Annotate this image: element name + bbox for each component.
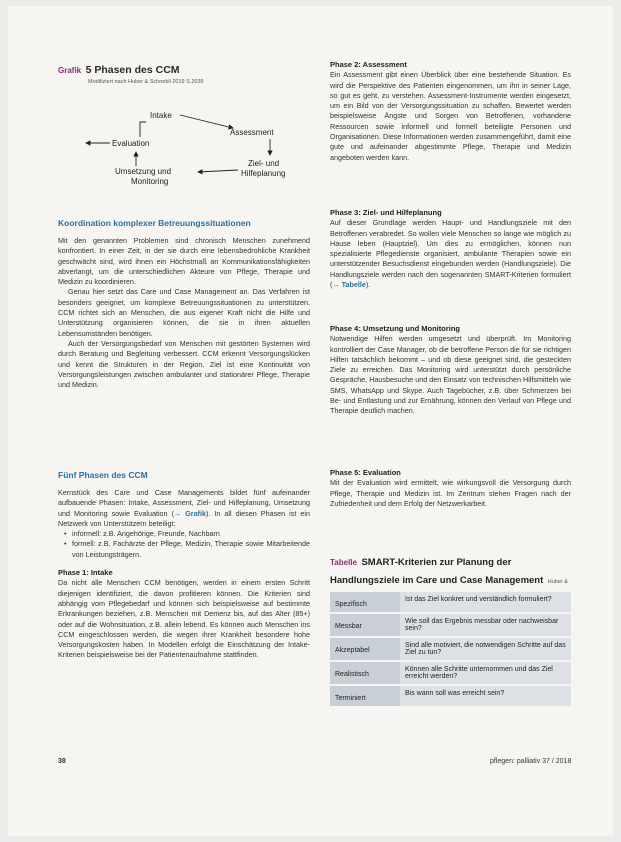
- phase-2-paragraph: Ein Assessment gibt einen Überblick über eine bestehende Situation. Es wird die Perspektive des Patienten eingenommen, um ihn in seiner Lage, so gut es geht, zu verstehen. Assessment-Instrumente werden eingesetzt, um ein Bild von der Versorgungssituation zu schaffen. Bewertet werden beispielsweise Ängste und Sorgen von Betroffenen, vorhandene Ressourcen sowie informell und formell beteiligte Personen und Organisationen. Diese Informationen werden zusammengeführt, damit eine gute und aufeinander abgestimmte Pflege, Therapie und Medizin angeboten werden kann.: [330, 70, 571, 162]
- koordination-paragraph-3: Auch der Versorgungsbedarf von Menschen mit gestörten Systemen wird durch Beratung und Begleitung verbessert. CCM erkennt Versorgungslücken und kennt die Strukturen in der Region. Ziel ist eine Kontinuität von Versorgungsleistungen zwischen ambulanter und stationärer Pflege, Therapie und Medizin.: [58, 338, 310, 390]
- figure-header: [58, 60, 310, 85]
- node-umsetzung-line2: Monitoring: [131, 177, 169, 186]
- table-source: Huber &: [547, 579, 568, 585]
- phase-3-block: [330, 208, 571, 290]
- koordination-text: [58, 236, 310, 390]
- phase-5-block: [330, 468, 571, 509]
- node-intake: Intake: [150, 111, 172, 120]
- figure-source: Modifiziert nach Huber & Schnebli 2019 S.2035: [88, 79, 204, 85]
- table-row: [330, 661, 571, 685]
- node-evaluation: Evaluation: [112, 139, 150, 148]
- criterion-question: Bis wann soll was erreicht sein?: [400, 685, 571, 707]
- heading-fuenf-phasen: Fünf Phasen des CCM: [58, 470, 148, 480]
- heading-phase-2: Phase 2: Assessment: [330, 60, 407, 69]
- heading-phase-1: Phase 1: Intake: [58, 568, 113, 578]
- table-row: [330, 685, 571, 707]
- phase-3-paragraph: Auf dieser Grundlage werden Haupt- und Handlungsziele mit den Betroffenen verabredet. So wollen viele Menschen so lange wie möglich zu Hause leben (Hauptziel). Um dies zu ermöglichen, können nun spezialisierte Pflegedienste organisiert, ambulante Therapien sowie ein unterstützender Besuchsdienst eingebunden werden (Handlungsziele). Die Handlungsziele werden nach den sogenannten SMART-Kriterien formuliert (→ Tabelle).: [330, 218, 571, 290]
- table-row: [330, 592, 571, 613]
- table-title: SMART-Kriterien zur Planung der Handlungsziele im Care und Case Management: [330, 557, 544, 586]
- figure-title: 5 Phasen des CCM: [85, 64, 180, 76]
- koordination-paragraph-1: Mit den genannten Problemen sind chronisch Menschen zunehmend konfrontiert. In einer Zeit, in der sie durch eine lebensbedrohliche Krankheit geschwächt sind, wird ihnen ein Höchstmaß an Kommunikationsfähigkeiten abverlangt, um die unterschiedlichen Akteure von Pflege, Therapie und Medizin zu koordinieren.: [58, 236, 310, 287]
- grafik-link[interactable]: → Grafik: [173, 508, 206, 518]
- phase-4-paragraph: Notwendige Hilfen werden umgesetzt und überprüft. Im Monitoring kontrolliert der Case Manager, ob die betroffene Person die für sie richtigen Hilfen tatsächlich bekommt – und ob diese geeignet sind, die gesteckten Ziele zu erreichen. Das Monitoring wird unterstützt durch persönliche Gespräche, Hausbesuche und den Einsatz von technischen Hilfsmitteln wie SMS, WhatsApp und Skype. Auch Tagebücher, z.B. über Schmerzen bei Be- und Entlastung und zur Ernährung, können den Verlauf von Pflege und Therapie deutlich machen.: [330, 334, 571, 416]
- phase-4-block: [330, 324, 571, 417]
- arrow-evaluation-intake: [140, 122, 146, 137]
- arrow-ziel-umsetzung: [198, 170, 238, 172]
- criterion-name: Terminiert: [330, 685, 400, 707]
- criterion-question: Ist das Ziel konkret und verständlich formuliert?: [400, 592, 571, 613]
- list-item: • formell: z.B. Fachärzte der Pflege, Medizin, Therapie sowie Mitarbeitende von Leistungsträgern.: [66, 539, 310, 560]
- criterion-name: Realistisch: [330, 661, 400, 685]
- heading-koordination: Koordination komplexer Betreuungssituationen: [58, 218, 251, 228]
- criterion-question: Können alle Schritte unternommen und das Ziel erreicht werden?: [400, 661, 571, 685]
- node-umsetzung-line1: Umsetzung und: [115, 167, 172, 176]
- heading-phase-5: Phase 5: Evaluation: [330, 468, 401, 477]
- publication-footer: pflegen: palliativ 37 / 2018: [490, 758, 572, 765]
- phase-1-paragraph: Da nicht alle Menschen CCM benötigen, werden in einem ersten Schritt diejenigen identifiziert, die davon profitieren können. Die Kriterien sind abhängig vom Pflegebedarf und können sich beispielsweise auf bestimmte Erkrankungen beziehen, z.B. Menschen mit Demenz bis, auf das Alter (85+) oder auf die Wohnsituation, z.B. allein lebend. Es können auch Menschen ins CCM eingeschlossen werden, die wegen ihrer Krankheit besondere hohe Versorgungskosten haben. In Modellen erfolgt die Einschätzung der Intake-Kriterien beispielsweise bei der Patientenaufnahme stattfinden.: [58, 578, 310, 660]
- figure-label: Grafik: [58, 66, 82, 75]
- heading-phase-3: Phase 3: Ziel- und Hilfeplanung: [330, 208, 442, 217]
- table-label: Tabelle: [330, 558, 357, 567]
- criterion-question: Wie soll das Ergebnis messbar oder nachweisbar sein?: [400, 613, 571, 637]
- smart-criteria-table: [330, 592, 571, 708]
- network-list: [58, 529, 310, 560]
- tabelle-link[interactable]: → Tabelle: [332, 280, 366, 290]
- phase-2-block: [330, 60, 571, 163]
- criterion-name: Akzeptabel: [330, 637, 400, 661]
- criterion-name: Spezifisch: [330, 592, 400, 613]
- criterion-question: Sind alle motiviert, die notwendigen Schritte auf das Ziel zu tun?: [400, 637, 571, 661]
- criterion-name: Messbar: [330, 613, 400, 637]
- node-ziel-line1: Ziel- und: [248, 159, 280, 168]
- heading-phase-4: Phase 4: Umsetzung und Monitoring: [330, 324, 461, 333]
- list-item: • informell: z.B. Angehörige, Freunde, Nachbarn: [66, 529, 310, 539]
- table-row: [330, 637, 571, 661]
- arrow-intake-assessment: [180, 115, 233, 128]
- table-row: [330, 613, 571, 637]
- node-ziel-line2: Hilfeplanung: [241, 169, 286, 178]
- page-number: 38: [58, 758, 66, 765]
- node-assessment: Assessment: [230, 128, 274, 137]
- fuenf-phasen-text: [58, 488, 310, 661]
- phase-5-paragraph: Mit der Evaluation wird ermittelt, wie wirkungsvoll die Versorgung durch Pflege, Therapie und Medizin ist. Im Zentrum stehen Fragen nach der Zufriedenheit und dem Erfolg der Netzwerkarbeit.: [330, 478, 571, 508]
- koordination-paragraph-2: Genau hier setzt das Care und Case Management an. Das Verfahren ist besonders geeignet, um komplexe Betreuungssituationen zu unterstützen. CCM richtet sich an Menschen, die aus eigener Kraft nicht die Hilfe und Unterstützung organisieren können, die sie in ihren aktuellen Lebensumständen benötigen.: [58, 287, 310, 338]
- phases-cycle-diagram: [58, 100, 310, 200]
- fuenf-phasen-paragraph: Kernstück des Care und Case Managements bildet fünf aufeinander aufbauende Phasen: Intake, Assessment, Ziel- und Hilfeplanung, Umsetzung und Monitoring sowie Evaluation (→ Grafik). In all diesen Phasen ist ein Netzwerk von Unterstützern beteiligt:: [58, 488, 310, 528]
